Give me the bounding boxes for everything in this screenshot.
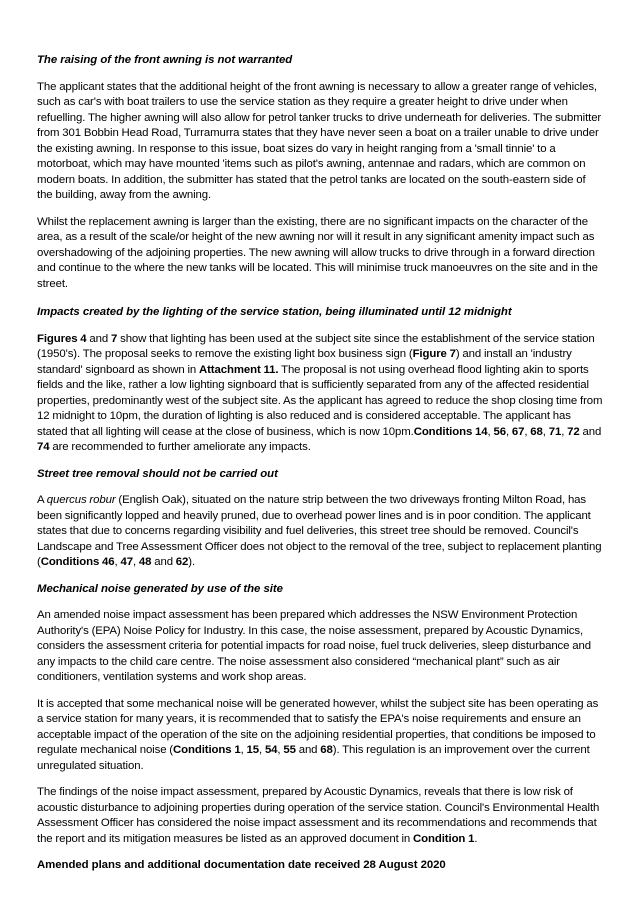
text-span: ) and install an 'industry standard' signboard as shown in [37,348,572,376]
text-span: The proposal is not using overhead flood lighting akin to sports fields and the like, rather a low lighting signboard that is sufficiently separated from any of the affected residential properties, predominantly west of the subject site. As the applicant has agreed to reduce the shop closing time from 12 midnight to 10pm, the duration of lighting is also reduced and is considered acceptable. The applicant has stated that all lighting will cease at the close of business, which is now 10pm. [37,363,603,438]
paragraph-noise-2 [37,697,603,775]
text-span: . [474,832,478,845]
condition-ref: 54 [264,744,278,756]
section-heading-lighting: Impacts created by the lighting of the service station, being illuminated until 12 midnight [37,306,512,318]
section-heading-tree: Street tree removal should not be carried out [37,467,278,480]
condition-ref: 72 [567,425,580,438]
text-span: , [542,425,549,438]
condition-ref: 68 [320,744,333,756]
text-span: The findings of the noise impact assessment, prepared by Acoustic Dynamics, reveals that there is low risk of acoustic disturbance to adjoining properties during operation of the service station. Council's Environmental Health Assessment Officer has considered the noise impact assessment and its recommendations and recommends that the report and its mitigation measures be listed as an approved document in [37,786,600,845]
text-span: , [277,744,284,756]
text-span: and [579,425,602,438]
text-span: and [295,744,321,756]
paragraph-tree [37,493,603,571]
paragraph-awning-1: The applicant states that the additional height of the front awning is necessary to allow a greater range of vehicles, such as car's with boat trailers to use the service station as they require a greater height to drive under when refuelling. The higher awning will also allow for petrol tanker trucks to drive underneath for deliveries. The submitter from 301 Bobbin Head Road, Turramurra states that they have never seen a boat on a trailer unable to drive under the existing awning. In response to this issue, boat sizes do vary in height ranging from a 'small tinnie' to a motorboat, which may have mounted 'items such as pilot's awning, antennae and radars, which are common on modern boats. In addition, the submitter has stated that the petrol tanks are located on the south-eastern side of the building, away from the awning. [37,80,602,201]
text-span: and [86,332,111,345]
text-span: , [561,425,568,438]
text-span: and [151,556,176,568]
text-span: , [240,744,247,756]
paragraph-awning-2: Whilst the replacement awning is larger than the existing, there are no significant impacts on the character of the area, as a result of the scale/or height of the new awning nor will it result in any significant amenity impact such as overshadowing of the adjoining properties. The new awning will allow trucks to drive through in a forward direction and continue to the where the new tanks will be located. This will minimise truck manoeuvres on the site and in the street. [37,215,598,290]
paragraph-noise-1: An amended noise impact assessment has been prepared which addresses the NSW Environment Protection Authority's (EPA) Noise Policy for Industry. In this case, the noise assessment, prepared by Acoustic Dynamics, considers the assessment criteria for potential impacts for road noise, fuel truck deliveries, sleep disturbance and any impacts to the child care centre. The noise assessment also considered “mechanical plant” such as air conditioners, ventilation systems and work shop areas. [37,609,591,683]
text-span: ). [188,556,196,568]
condition-ref: 71 [548,425,562,438]
figure-ref: 7 [110,332,118,345]
condition-ref: Conditions 1 [173,744,241,756]
document-page [37,53,603,885]
condition-ref: 74 [37,441,50,453]
condition-ref: Condition 1 [413,832,475,845]
figure-ref: Figure 7 [412,348,456,360]
text-span: , [132,556,139,568]
condition-ref: Conditions 46 [40,556,115,568]
condition-ref: 56 [493,425,506,438]
text-span: A [37,494,47,506]
condition-ref: 47 [120,556,133,568]
section-heading-awning: The raising of the front awning is not warranted [37,54,293,66]
text-span: , [114,556,121,568]
condition-ref: 55 [283,744,296,756]
text-span: , [487,425,494,438]
text-span: ). This regulation is an improvement over the current unregulated situation. [37,744,590,772]
condition-ref: 68 [530,425,543,438]
text-span: , [259,744,265,756]
text-span: are recommended to further ameliorate any impacts. [49,441,311,453]
attachment-ref: Attachment 11. [198,363,279,376]
condition-ref: 62 [175,556,189,568]
text-span: show that lighting has been used at the subject site since the establishment of the service station (1950's). The proposal seeks to remove the existing light box business sign ( [37,332,595,360]
condition-ref: Conditions 14 [413,425,488,438]
condition-ref: 67 [511,425,525,438]
text-span: (English Oak), situated on the nature strip between the two driveways fronting Milton Road, has been significantly lopped and heavily pruned, due to overhead power lines and is in poor condition. The applicant states that due to concerns regarding visibility and fuel deliveries, this street tree should be removed. Council's Landscape and Tree Assessment Officer does not object to the removal of the tree, subject to replacement planting ( [37,494,602,568]
species-name: quercus robur [46,494,116,506]
condition-ref: 15 [246,744,259,756]
condition-ref: 48 [138,556,152,568]
text-span: , [505,425,512,438]
text-span: It is accepted that some mechanical noise will be generated however, whilst the subject site has been operating as a service station for many years, it is recommended that to satisfy the EPA's noise requirements and ensure an acceptable impact of the operation of the site on the adjoining residential properties, that conditions be imposed to regulate mechanical noise ( [37,697,599,756]
text-span: , [524,425,531,438]
figure-ref: Figures 4 [37,332,87,345]
paragraph-noise-3 [37,785,603,847]
section-heading-noise: Mechanical noise generated by use of the site [37,582,283,595]
paragraph-lighting [37,332,603,456]
section-heading-amended-plans: Amended plans and additional documentation date received 28 August 2020 [37,859,446,871]
